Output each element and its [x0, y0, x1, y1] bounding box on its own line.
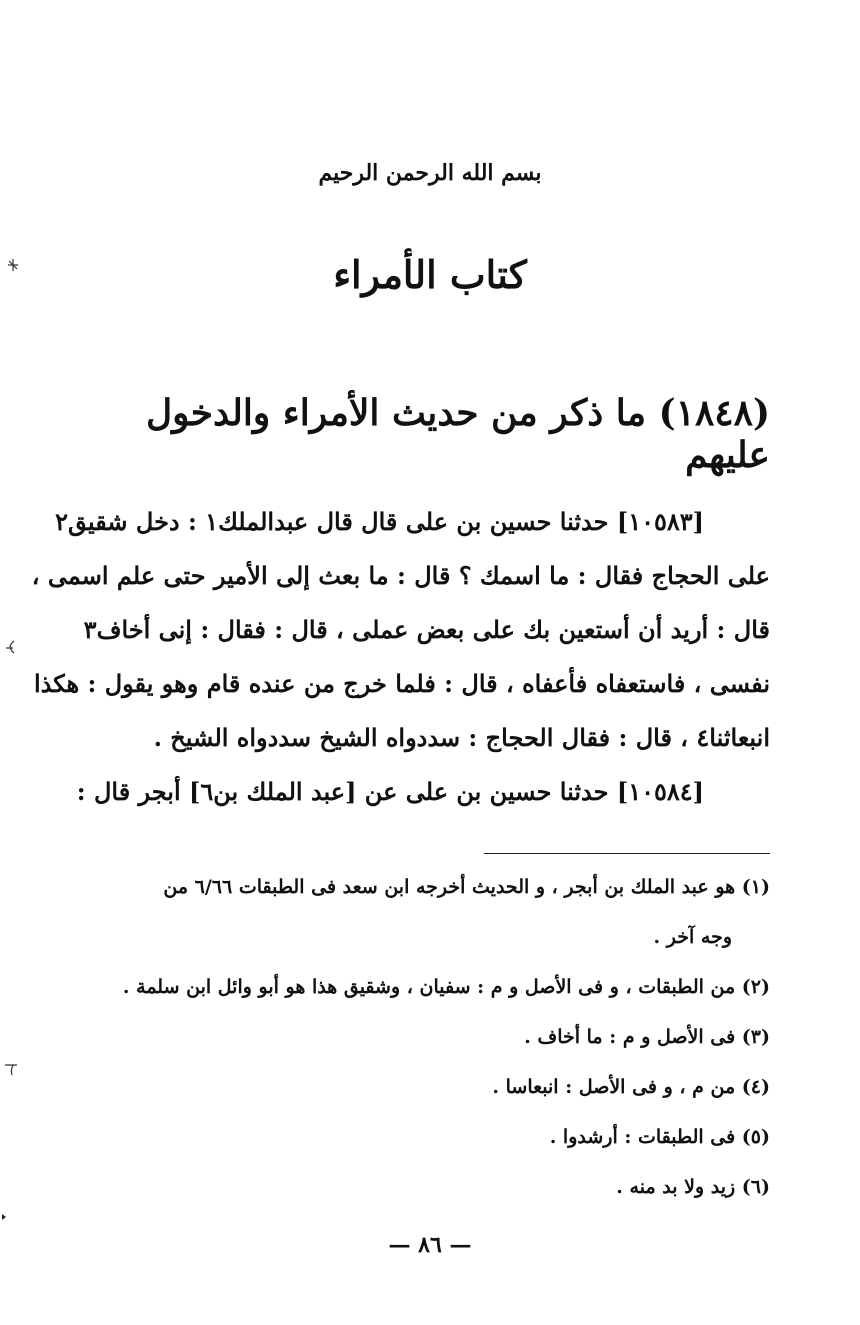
margin-mark-icon [6, 258, 20, 272]
page-number: — ٨٦ — [388, 1232, 472, 1258]
body-line: [١٠٥٨٤] حدثنا حسين بن على عن [عبد الملك بن٦] أبجر قال : [76, 777, 704, 806]
margin-mark-icon [4, 1062, 18, 1076]
footnote-continuation: وجه آخر . [653, 926, 732, 948]
footnotes [100, 862, 770, 1212]
footnote-item: (١) هو عبد الملك بن أبجر ، و الحديث أخرجه ابن سعد فى الطبقات ٦/٦٦ من [163, 876, 770, 898]
footnote-item: (٥) فى الطبقات : أرشدوا . [549, 1126, 770, 1148]
body-line: على الحجاج فقال : ما اسمك ؟ قال : ما بعث إلى الأمير حتى علم اسمى ، [31, 561, 770, 590]
footnote-item: (٢) من الطبقات ، و فى الأصل و م : سفيان ، وشقيق هذا هو أبو وائل ابن سلمة . [122, 976, 770, 998]
body-line: [١٠٥٨٣] حدثنا حسين بن على قال قال عبدالملك١ : دخل شقيق٢ [55, 507, 704, 536]
body-line: قال : أريد أن أستعين بك على بعض عملى ، قال : فقال : إنى أخاف٣ [83, 615, 770, 644]
footnote-item: (٦) زيد ولا بد منه . [616, 1176, 770, 1198]
book-title: كتاب الأمراء [333, 252, 527, 297]
margin-mark-icon [0, 1210, 14, 1224]
basmala-heading: بسم الله الرحمن الرحيم [318, 160, 542, 186]
footnote-item: (٣) فى الأصل و م : ما أخاف . [524, 1026, 770, 1048]
chapter-title: (١٨٤٨) ما ذكر من حديث الأمراء والدخول عليهم [146, 392, 770, 476]
body-line: انبعاثنا٤ ، قال : فقال الحجاج : سددواه الشيخ سددواه الشيخ . [153, 723, 770, 752]
body-line: نفسى ، فاستعفاه فأعفاه ، قال : فلما خرج من عنده قام وهو يقول : هكذا [33, 669, 770, 698]
footnote-separator [484, 853, 770, 854]
footnote-item: (٤) من م ، و فى الأصل : انبعاسا . [492, 1076, 770, 1098]
margin-mark-icon [4, 640, 18, 654]
hadith-body [31, 495, 770, 819]
